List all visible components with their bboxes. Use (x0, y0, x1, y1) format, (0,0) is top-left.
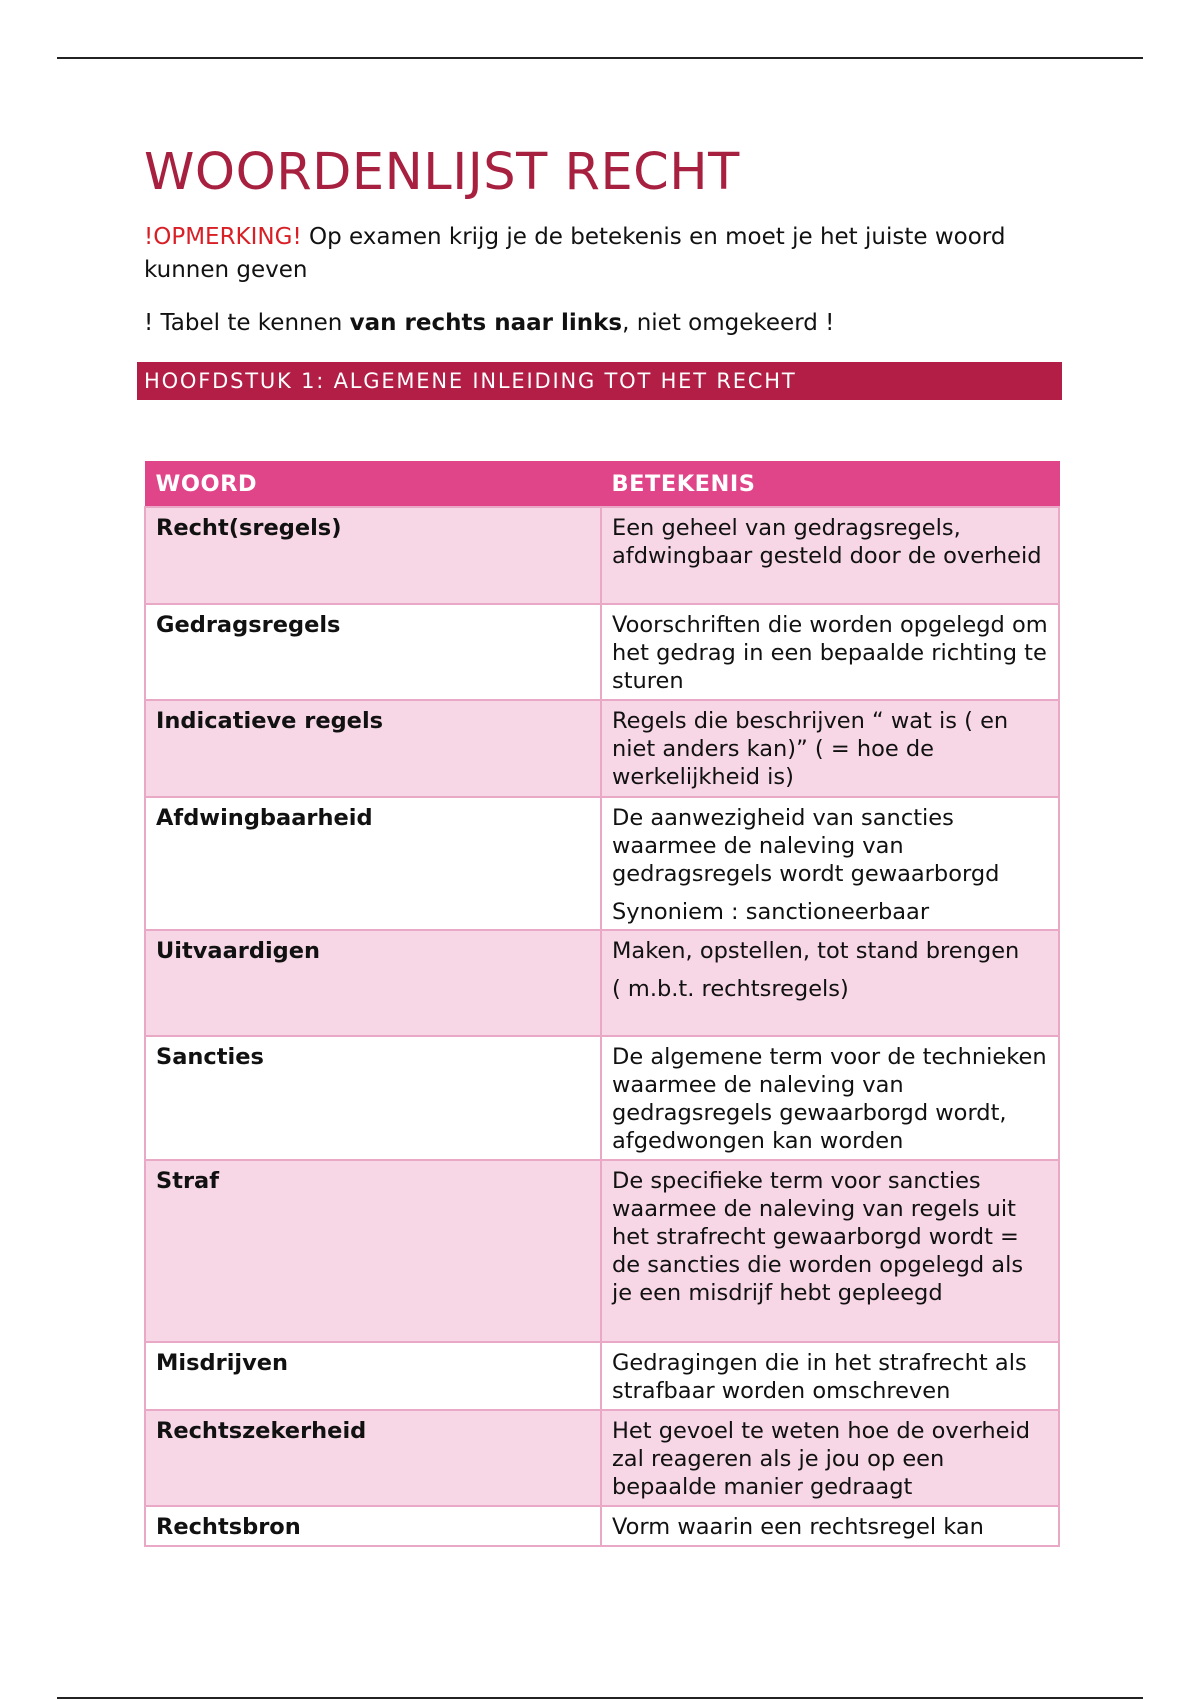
definition: Vorm waarin een rechtsregel kan (601, 1506, 1059, 1546)
term: Straf (145, 1160, 601, 1342)
exam-note (144, 221, 1059, 287)
term: Indicatieve regels (145, 700, 601, 797)
table-row (145, 700, 1059, 797)
definition: De algemene term voor de technieken waarmee de naleving van gedragsregels gewaarborgd wordt, afgedwongen kan worden (601, 1036, 1059, 1160)
bottom-rule (57, 1697, 1143, 1699)
term: Uitvaardigen (145, 930, 601, 1036)
table-row (145, 1036, 1059, 1160)
table-row (145, 604, 1059, 700)
definition: Gedragingen die in het strafrecht als strafbaar worden omschreven (601, 1342, 1059, 1410)
glossary-table (144, 461, 1060, 1547)
table-row (145, 1160, 1059, 1342)
definition: Regels die beschrijven “ wat is ( en niet anders kan)” ( = hoe de werkelijkheid is) (601, 700, 1059, 797)
column-header-word: WOORD (145, 462, 601, 508)
table-row (145, 797, 1059, 930)
definition: Een geheel van gedragsregels, afdwingbaar gesteld door de overheid (601, 507, 1059, 604)
definition: De specifieke term voor sancties waarmee de naleving van regels uit het strafrecht gewaarborgd wordt = de sancties die worden opgelegd als je een misdrijf hebt gepleegd (601, 1160, 1059, 1342)
chapter-heading: HOOFDSTUK 1: ALGEMENE INLEIDING TOT HET RECHT (137, 362, 1062, 400)
definition-cell (601, 797, 1059, 930)
definition: Voorschriften die worden opgelegd om het gedrag in een bepaalde richting te sturen (601, 604, 1059, 700)
column-header-meaning: BETEKENIS (601, 462, 1059, 508)
table-row (145, 507, 1059, 604)
table-row (145, 1410, 1059, 1506)
page-title: WOORDENLIJST RECHT (144, 143, 740, 202)
definition-cell (601, 930, 1059, 1036)
warning-label: !OPMERKING! (144, 224, 302, 250)
document-header (144, 138, 1059, 340)
note-text: Op examen krijg je de betekenis en moet je het juiste woord kunnen geven (144, 224, 1006, 283)
term: Rechtsbron (145, 1506, 601, 1546)
definition: Maken, opstellen, tot stand brengen (612, 938, 1020, 964)
direction-prefix: ! Tabel te kennen (144, 310, 350, 336)
table-row (145, 1342, 1059, 1410)
direction-suffix: , niet omgekeerd ! (622, 310, 835, 336)
table-direction-note (144, 307, 1059, 340)
term: Sancties (145, 1036, 601, 1160)
definition: Het gevoel te weten hoe de overheid zal reageren als je jou op een bepaalde manier gedraagt (601, 1410, 1059, 1506)
term: Gedragsregels (145, 604, 601, 700)
direction-bold: van rechts naar links (349, 310, 623, 336)
term: Afdwingbaarheid (145, 797, 601, 930)
term: Misdrijven (145, 1342, 601, 1410)
term: Rechtszekerheid (145, 1410, 601, 1506)
table-row (145, 930, 1059, 1036)
table-header-row (145, 462, 1059, 508)
definition: De aanwezigheid van sancties waarmee de naleving van gedragsregels wordt gewaarborgd (612, 805, 1000, 887)
term: Recht(sregels) (145, 507, 601, 604)
definition-extra: ( m.b.t. rechtsregels) (612, 976, 849, 1002)
definition-extra: Synoniem : sanctioneerbaar (612, 899, 930, 925)
table-row (145, 1506, 1059, 1546)
top-rule (57, 57, 1143, 59)
